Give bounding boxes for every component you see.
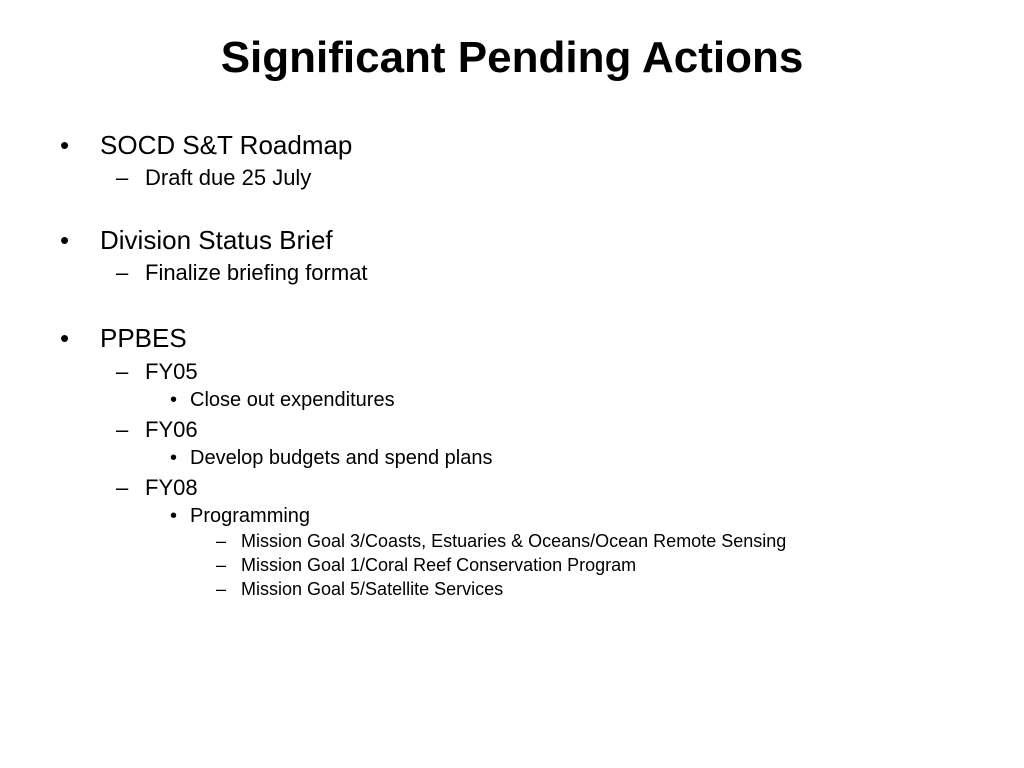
sub-sub-item-develop-budgets: Develop budgets and spend plans — [190, 447, 493, 469]
level4-item-mission-goal-5: Mission Goal 5/Satellite Services — [241, 579, 504, 599]
sub-item-fy08: FY08 — [145, 475, 198, 500]
dash-marker: – — [216, 579, 227, 599]
dash-marker: – — [116, 165, 129, 190]
bullet-marker: • — [170, 505, 178, 527]
sub-sub-item-close-out: Close out expenditures — [190, 389, 395, 411]
bullet-marker: • — [170, 447, 178, 469]
bullet-marker: • — [60, 323, 70, 353]
dash-marker: – — [216, 531, 227, 551]
bullet-item-socd-roadmap: SOCD S&T Roadmap — [100, 130, 353, 160]
level4-item-mission-goal-3: Mission Goal 3/Coasts, Estuaries & Oceans/Ocean Remote Sensing — [241, 531, 787, 551]
sub-item-fy06: FY06 — [145, 417, 198, 442]
bullet-marker: • — [60, 225, 70, 255]
slide-title: Significant Pending Actions — [220, 33, 804, 82]
dash-marker: – — [116, 359, 129, 384]
bullet-item-division-status-brief: Division Status Brief — [100, 225, 333, 255]
dash-marker: – — [216, 555, 227, 575]
bullet-marker: • — [170, 389, 178, 411]
sub-sub-item-programming: Programming — [190, 505, 311, 527]
sub-item-finalize-format: Finalize briefing format — [145, 260, 368, 285]
sub-item-draft-due: Draft due 25 July — [145, 165, 312, 190]
dash-marker: – — [116, 417, 129, 442]
bullet-item-ppbes: PPBES — [100, 323, 187, 353]
dash-marker: – — [116, 260, 129, 285]
level4-item-mission-goal-1: Mission Goal 1/Coral Reef Conservation Program — [241, 555, 637, 575]
dash-marker: – — [116, 475, 129, 500]
sub-item-fy05: FY05 — [145, 359, 198, 384]
bullet-marker: • — [60, 130, 70, 160]
